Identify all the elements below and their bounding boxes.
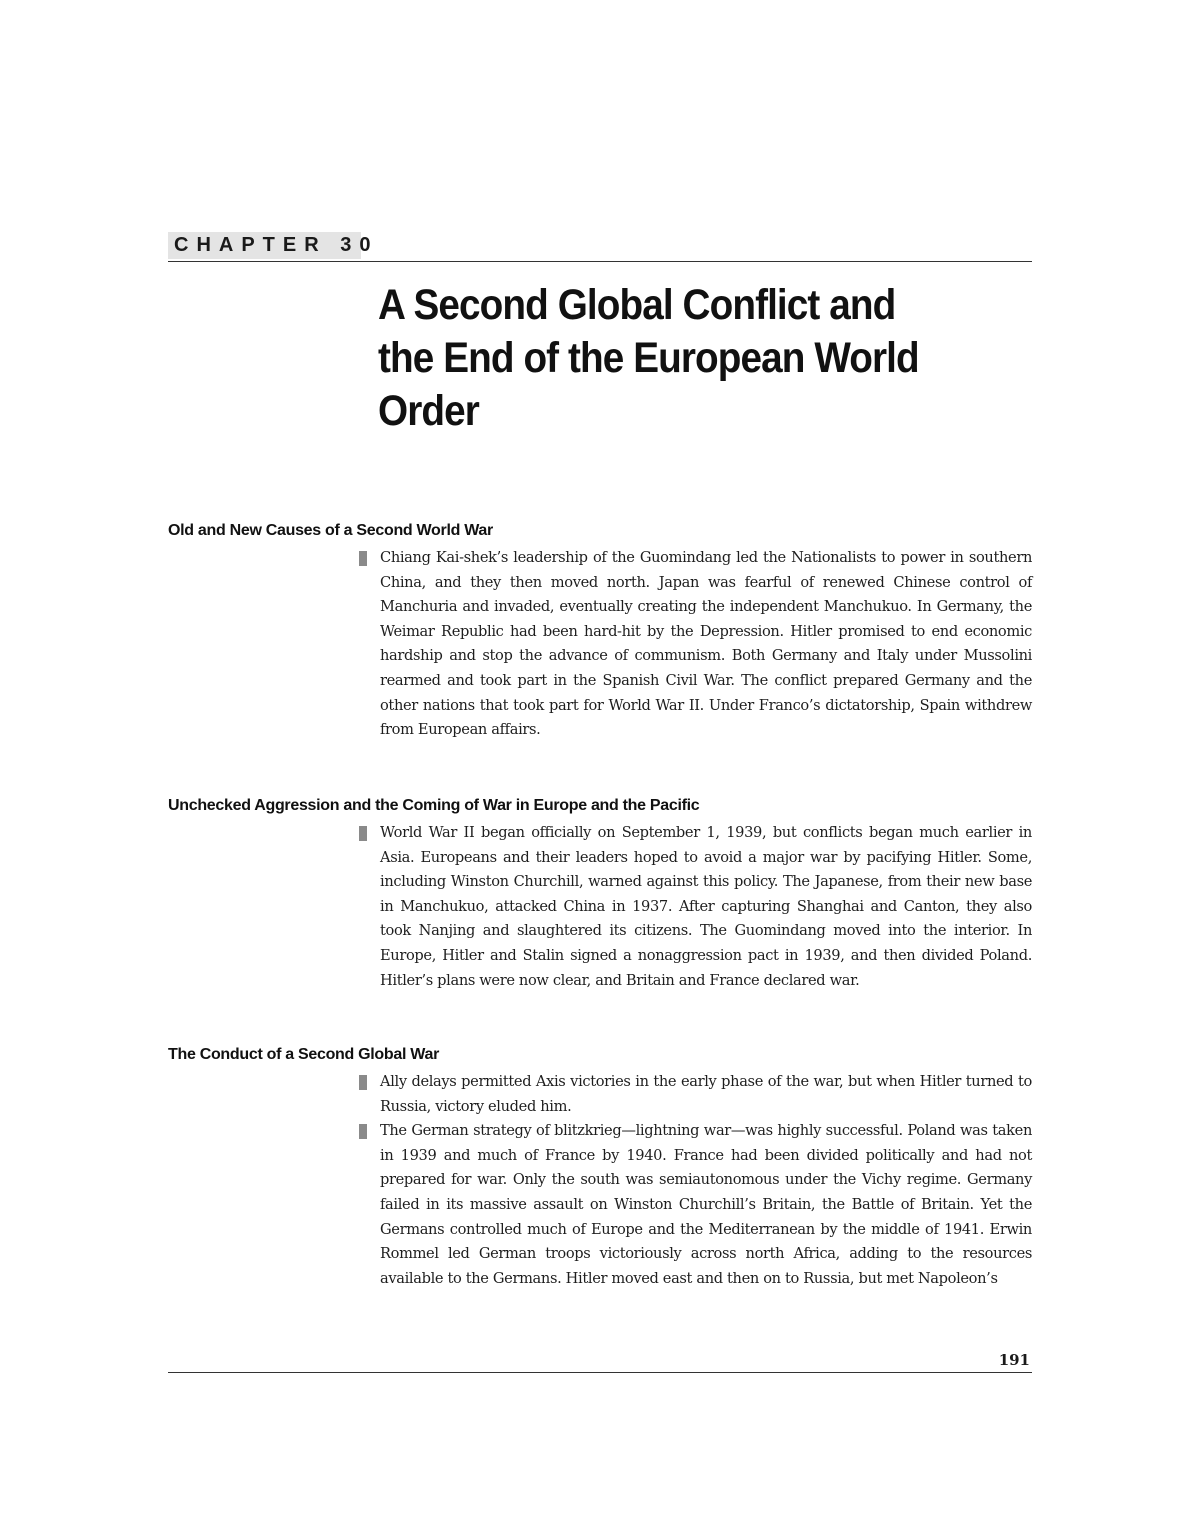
bullet-text: Ally delays permitted Axis victories in the early phase of the war, but when Hitler turned to Russia, victory eluded him. xyxy=(380,1073,1032,1115)
page-number: 191 xyxy=(998,1351,1030,1369)
bullet-list xyxy=(358,821,1034,993)
bullet-text: World War II began officially on September 1, 1939, but conflicts began much earlier in Asia. Europeans and their leaders hoped to avoid a major war by pacifying Hitler. Some, including Winston Churchill, warned against this policy. The Japanese, from their new base in Manchukuo, attacked China in 1937. After capturing Shanghai and Canton, they also took Nanjing and slaughtered its citizens. The Guomindang moved into the interior. In Europe, Hitler and Stalin signed a nonaggression pact in 1939, and then divided Poland. Hitler’s plans were now clear, and Britain and France declared war. xyxy=(380,824,1032,989)
section-heading: Old and New Causes of a Second World War xyxy=(168,522,493,539)
top-rule xyxy=(168,261,1032,262)
bullet-list xyxy=(358,546,1034,743)
square-bullet-icon xyxy=(359,1124,367,1139)
bullet-item xyxy=(358,821,1034,993)
chapter-label: CHAPTER 30 xyxy=(168,232,361,259)
chapter-title xyxy=(378,279,954,438)
chapter-title-line-3: Order xyxy=(378,387,479,435)
section-heading: The Conduct of a Second Global War xyxy=(168,1046,439,1063)
section-heading: Unchecked Aggression and the Coming of War in Europe and the Pacific xyxy=(168,797,700,814)
bullet-list xyxy=(358,1070,1034,1291)
bullet-item xyxy=(358,546,1034,743)
square-bullet-icon xyxy=(359,826,367,841)
square-bullet-icon xyxy=(359,551,367,566)
bullet-item xyxy=(358,1070,1034,1119)
chapter-title-line-2: the End of the European World xyxy=(378,334,919,382)
bullet-text: Chiang Kai-shek’s leadership of the Guomindang led the Nationalists to power in southern China, and they then moved north. Japan was fearful of renewed Chinese control of Manchuria and invaded, eventually creating the independent Manchukuo. In Germany, the Weimar Republic had been hard-hit by the Depression. Hitler promised to end economic hardship and stop the advance of communism. Both Germany and Italy under Mussolini rearmed and took part in the Spanish Civil War. The conflict prepared Germany and the other nations that took part for World War II. Under Franco’s dictatorship, Spain withdrew from European affairs. xyxy=(380,549,1032,739)
bullet-text: The German strategy of blitzkrieg—lightning war—was highly successful. Poland was taken in 1939 and much of France by 1940. France had been divided politically and had not prepared for war. Only the south was semiautonomous under the Vichy regime. Germany failed in its massive assault on Winston Churchill’s Britain, the Battle of Britain. Yet the Germans controlled much of Europe and the Mediterranean by the middle of 1941. Erwin Rommel led German troops victoriously across north Africa, adding to the resources available to the Germans. Hitler moved east and then on to Russia, but met Napoleon’s xyxy=(380,1122,1032,1287)
bottom-rule xyxy=(168,1372,1032,1373)
chapter-title-line-1: A Second Global Conflict and xyxy=(378,281,896,329)
square-bullet-icon xyxy=(359,1075,367,1090)
bullet-item xyxy=(358,1119,1034,1291)
